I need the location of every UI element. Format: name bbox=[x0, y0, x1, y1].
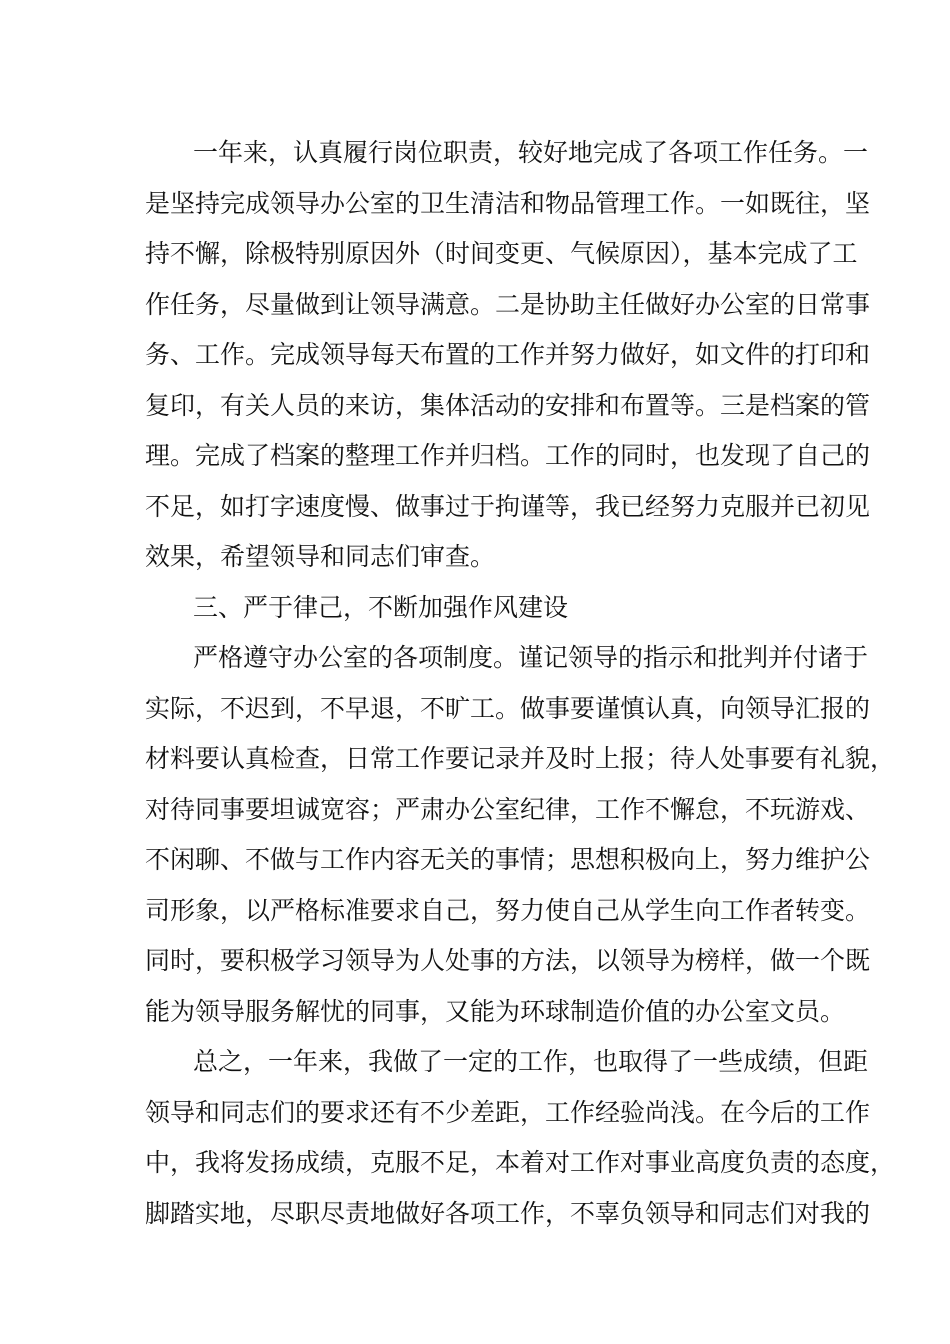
paragraph-3-line-2: 领导和同志们的要求还有不少差距，工作经验尚浅。在今后的工作 bbox=[145, 1097, 871, 1127]
paragraph-3-line-1: 总之，一年来，我做了一定的工作，也取得了一些成绩，但距 bbox=[193, 1047, 869, 1076]
paragraph-1-line-6: 复印，有关人员的来访，集体活动的安排和布置等。三是档案的管 bbox=[145, 390, 871, 420]
paragraph-1-line-2: 是坚持完成领导办公室的卫生清洁和物品管理工作。一如既往，坚 bbox=[145, 188, 871, 218]
paragraph-3-line-4: 脚踏实地，尽职尽责地做好各项工作，不辜负领导和同志们对我的 bbox=[145, 1198, 871, 1228]
paragraph-1-line-7: 理。完成了档案的整理工作并归档。工作的同时，也发现了自己的 bbox=[145, 441, 871, 470]
paragraph-2-line-2: 实际，不迟到，不早退，不旷工。做事要谨慎认真，向领导汇报的 bbox=[145, 693, 871, 723]
section-heading: 三、严于律己，不断加强作风建设 bbox=[193, 592, 569, 622]
paragraph-1-line-1: 一年来，认真履行岗位职责，较好地完成了各项工作任务。一 bbox=[193, 138, 869, 167]
paragraph-2-line-4: 对待同事要坦诚宽容；严肃办公室纪律，工作不懈怠，不玩游戏、 bbox=[145, 794, 871, 824]
paragraph-1-line-9: 效果，希望领导和同志们审查。 bbox=[145, 542, 496, 571]
paragraph-2-line-1: 严格遵守办公室的各项制度。谨记领导的指示和批判并付诸于 bbox=[193, 643, 869, 672]
paragraph-2-line-6: 司形象，以严格标准要求自己，努力使自己从学生向工作者转变。 bbox=[145, 895, 871, 925]
paragraph-2-line-3: 材料要认真检查，日常工作要记录并及时上报；待人处事要有礼貌， bbox=[145, 744, 896, 773]
paragraph-3-line-3: 中，我将发扬成绩，克服不足，本着对工作对事业高度负责的态度， bbox=[145, 1148, 896, 1177]
paragraph-1-line-8: 不足，如打字速度慢、做事过于拘谨等，我已经努力克服并已初见 bbox=[145, 491, 871, 521]
paragraph-2-line-8: 能为领导服务解忧的同事，又能为环球制造价值的办公室文员。 bbox=[145, 996, 846, 1026]
paragraph-1-line-4: 作任务，尽量做到让领导满意。二是协助主任做好办公室的日常事 bbox=[145, 289, 871, 319]
document-body bbox=[145, 128, 896, 1239]
paragraph-2-line-7: 同时，要积极学习领导为人处事的方法，以领导为榜样，做一个既 bbox=[145, 946, 871, 975]
paragraph-1-line-5: 务、工作。完成领导每天布置的工作并努力做好，如文件的打印和 bbox=[145, 340, 871, 369]
paragraph-2-line-5: 不闲聊、不做与工作内容无关的事情；思想积极向上，努力维护公 bbox=[145, 845, 871, 874]
paragraph-1-line-3: 持不懈，除极特别原因外（时间变更、气候原因），基本完成了工 bbox=[145, 239, 858, 268]
